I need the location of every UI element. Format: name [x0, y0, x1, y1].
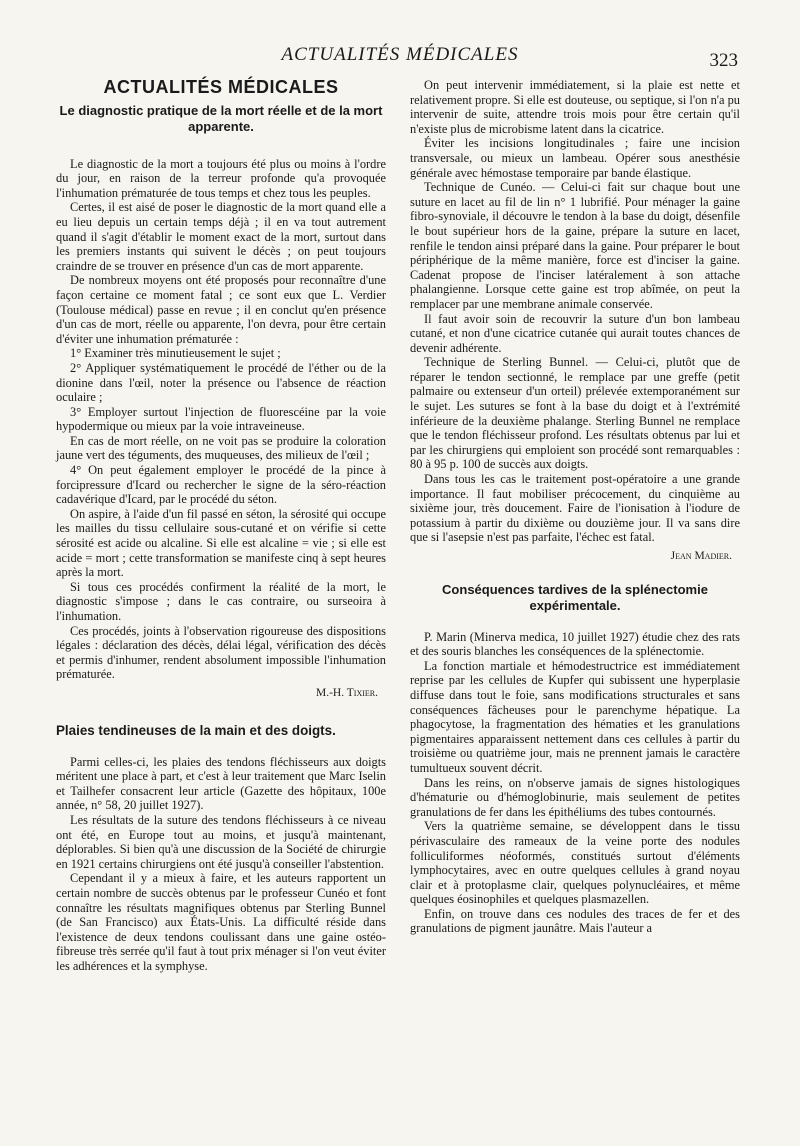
paragraph: De nombreux moyens ont été proposés pour reconnaître d'une façon certaine ce moment fatal ; ce sont eux que L. Verdier (Toulouse médical) passe en revue ; il en conclut qu'en présence d'un cas de mort, réelle ou apparente, l'on devra, pour être certain d'éviter une inhumation prématurée : [56, 273, 386, 346]
paragraph: Éviter les incisions longitudinales ; faire une incision transversale, ou mieux un lambeau. Opérer sous anesthésie générale avec hémostase temporaire par bande élastique. [410, 136, 740, 180]
signature-madier: Jean Madier. [670, 550, 732, 562]
list-item: 2° Appliquer systématiquement le procédé de l'éther ou de la dionine dans l'œil, noter la présence ou l'absence de réaction oculaire ; [56, 360, 386, 405]
paragraph: Si tous ces procédés confirment la réalité de la mort, le diagnostic s'impose ; dans le cas contraire, ou surseoira à l'inhumation. [56, 579, 386, 623]
paragraph: La fonction martiale et hémodestructrice est immédiatement reprise par les cellules de Kupfer qui subissent une hyperplasie diffuse dans tout le foie, sans modifications structurales et sans conséquences fâcheuses pour le parenchyme hépatique. La phagocytose, la fragmentation des hématies et les granulations pigmentaires apparaissent nettement dans ces cellules à partir du troisième ou quatrième jour, mais ne prennent jamais le caractère tumultueux souvent décrit. [410, 658, 740, 775]
paragraph: On peut intervenir immédiatement, si la plaie est nette et relativement propre. Si elle est douteuse, ou septique, si l'on n'a pu intervenir de suite, attendre trois mois pour être certain qu'il n'existe plus de microbisme latent dans la cicatrice. [410, 78, 740, 136]
article-title-splenectomie: Conséquences tardives de la splénectomie expérimentale. [442, 581, 708, 613]
paragraph: Parmi celles-ci, les plaies des tendons fléchisseurs aux doigts méritent une place à part, et c'est à leur traitement que Marc Iselin et Tailhefer consacrent leur article (Gazette des hôpitaux, 100e année, n° 58, 20 juillet 1927). [56, 754, 386, 813]
right-column [410, 78, 740, 936]
paragraph: Technique de Sterling Bunnel. — Celui-ci, plutôt que de réparer le tendon sectionné, le remplace par une greffe (petit palmaire ou extenseur d'un orteil) prélevée extemporanément sur le sujet. Les sutures se font à la base du doigt et à l'extrémité inférieure de la deuxième phalange. Sterling Bunnel ne remplace que le tendon fléchisseur profond. Les résultats obtenus par lui et par les chirurgiens qui emploient son procédé sont remarquables : 80 à 95 p. 100 de succès aux doigts. [410, 355, 740, 472]
article-title-plaies: Plaies tendineuses de la main et des doigts. [56, 722, 336, 738]
paragraph: Enfin, on trouve dans ces nodules des traces de fer et des granulations de pigment jaunâtre. Mais l'auteur a [410, 906, 740, 936]
paragraph: Vers la quatrième semaine, se développent dans le tissu périvasculaire des rameaux de la veine porte des nodules folliculiformes néoformés, constitués surtout d'éléments lymphocytaires, avec en outre quelques cellules à grand noyau clair et à protoplasme clair, quelques polynucléaires, et même quelques éosinophiles et quelques plasmazellen. [410, 819, 740, 907]
paragraph: Les résultats de la suture des tendons fléchisseurs à ce niveau ont été, en Europe tout au moins, et jusqu'à maintenant, déplorables. Si bien qu'à une discussion de la Société de chirurgie en 1921 certains chirurgiens ont été jusqu'à conseiller l'abstention. [56, 812, 386, 871]
paragraph: Ces procédés, joints à l'observation rigoureuse des dispositions légales : déclaration des décès, délai légal, vérification des décès et permis d'inhumer, rendent absolument impossible l'inhumation prématurée. [56, 623, 386, 682]
paragraph: Cependant il y a mieux à faire, et les auteurs rapportent un certain nombre de succès obtenus par le professeur Cunéo et font connaître les résultats magnifiques obtenus par Sterling Bunnel (de San Francisco) aux États-Unis. La difficulté réside dans l'existence de deux tendons coulissant dans une gaine ostéo-fibreuse très serrée qu'il faut à tout prix ménager si l'on veut éviter les adhérences et la symphyse. [56, 871, 386, 973]
paragraph: En cas de mort réelle, on ne voit pas se produire la coloration jaune vert des téguments, des muqueuses, des milieux de l'œil ; [56, 433, 386, 463]
list-item: 4° On peut également employer le procédé de la pince à forcipressure d'Icard ou rechercher le signe de la séro-réaction cadavérique d'Icard, par le procédé du séton. [56, 463, 386, 507]
section-title: ACTUALITÉS MÉDICALES [103, 77, 339, 97]
left-column [56, 78, 386, 973]
paragraph: Dans tous les cas le traitement post-opératoire a une grande importance. Il faut mobiliser précocement, du cinquième au sixième jour, très doucement. Faire de l'ionisation à l'iodure de potassium à partir du dixième ou douzième jour. Il va sans dire que si l'asepsie n'est pas parfaite, l'échec est fatal. [410, 472, 740, 545]
article-title-mort: Le diagnostic pratique de la mort réelle et de la mort apparente. [59, 102, 383, 134]
paragraph: On aspire, à l'aide d'un fil passé en séton, la sérosité qui occupe les mailles du tissu cellulaire sous-cutané et on vérifie si cette sérosité est acide ou alcaline. Si elle est alcaline = vie ; si elle est acide = mort ; cette transformation se manifeste cinq à sept heures après la mort. [56, 506, 386, 580]
signature-tixier: M.-H. Tixier. [315, 686, 378, 699]
paragraph: Dans les reins, on n'observe jamais de signes histologiques d'hématurie ou d'hémoglobinurie, mais seulement de petites granulations de fer dans les épithéliums des tubes contournés. [410, 775, 740, 819]
paragraph: P. Marin (Minerva medica, 10 juillet 1927) étudie chez des rats et des souris blanches les conséquences de la splénectomie. [410, 629, 740, 659]
paragraph: Il faut avoir soin de recouvrir la suture d'un bon lambeau cutané, et non d'une cicatrice cutanée qui aurait toutes chances de devenir adhérente. [410, 311, 740, 355]
running-head: ACTUALITÉS MÉDICALES [281, 44, 519, 65]
list-item: 1° Examiner très minutieusement le sujet ; [70, 346, 281, 361]
page-number: 323 [709, 50, 738, 71]
list-item: 3° Employer surtout l'injection de fluorescéine par la voie hypodermique ou mieux par la voie intraveineuse. [56, 404, 386, 434]
paragraph: Le diagnostic de la mort a toujours été plus ou moins à l'ordre du jour, en raison de la terreur profonde qu'a provoquée l'inhumation prématurée de tous temps et chez tous les peuples. [56, 156, 386, 200]
paragraph: Technique de Cunéo. — Celui-ci fait sur chaque bout une suture en lacet au fil de lin n° 1 lubrifié. Pour ménager la gaine fibro-synoviale, il découvre le tendon à la base du doigt, désenfile le bout supérieur hors de la gaine, prépare la suture en lacet, renfile le tendon ainsi préparé dans la gaine. Pour préparer le bout périphérique de la même manière, force est d'inciser la gaine. Cadenat propose de l'inciser latéralement à son attache phalangienne. Lorsque cette gaine est trop abîmée, on peut la remplacer par une membrane animale conservée. [410, 180, 740, 311]
paragraph: Certes, il est aisé de poser le diagnostic de la mort quand elle a eu lieu depuis un certain temps déjà ; il en va tout autrement quand il s'agit d'établir le moment exact de la mort, surtout dans les premiers instants qui suivent le décès ; on peut toujours craindre de se trouver en présence d'un cas de mort apparente. [56, 200, 386, 273]
